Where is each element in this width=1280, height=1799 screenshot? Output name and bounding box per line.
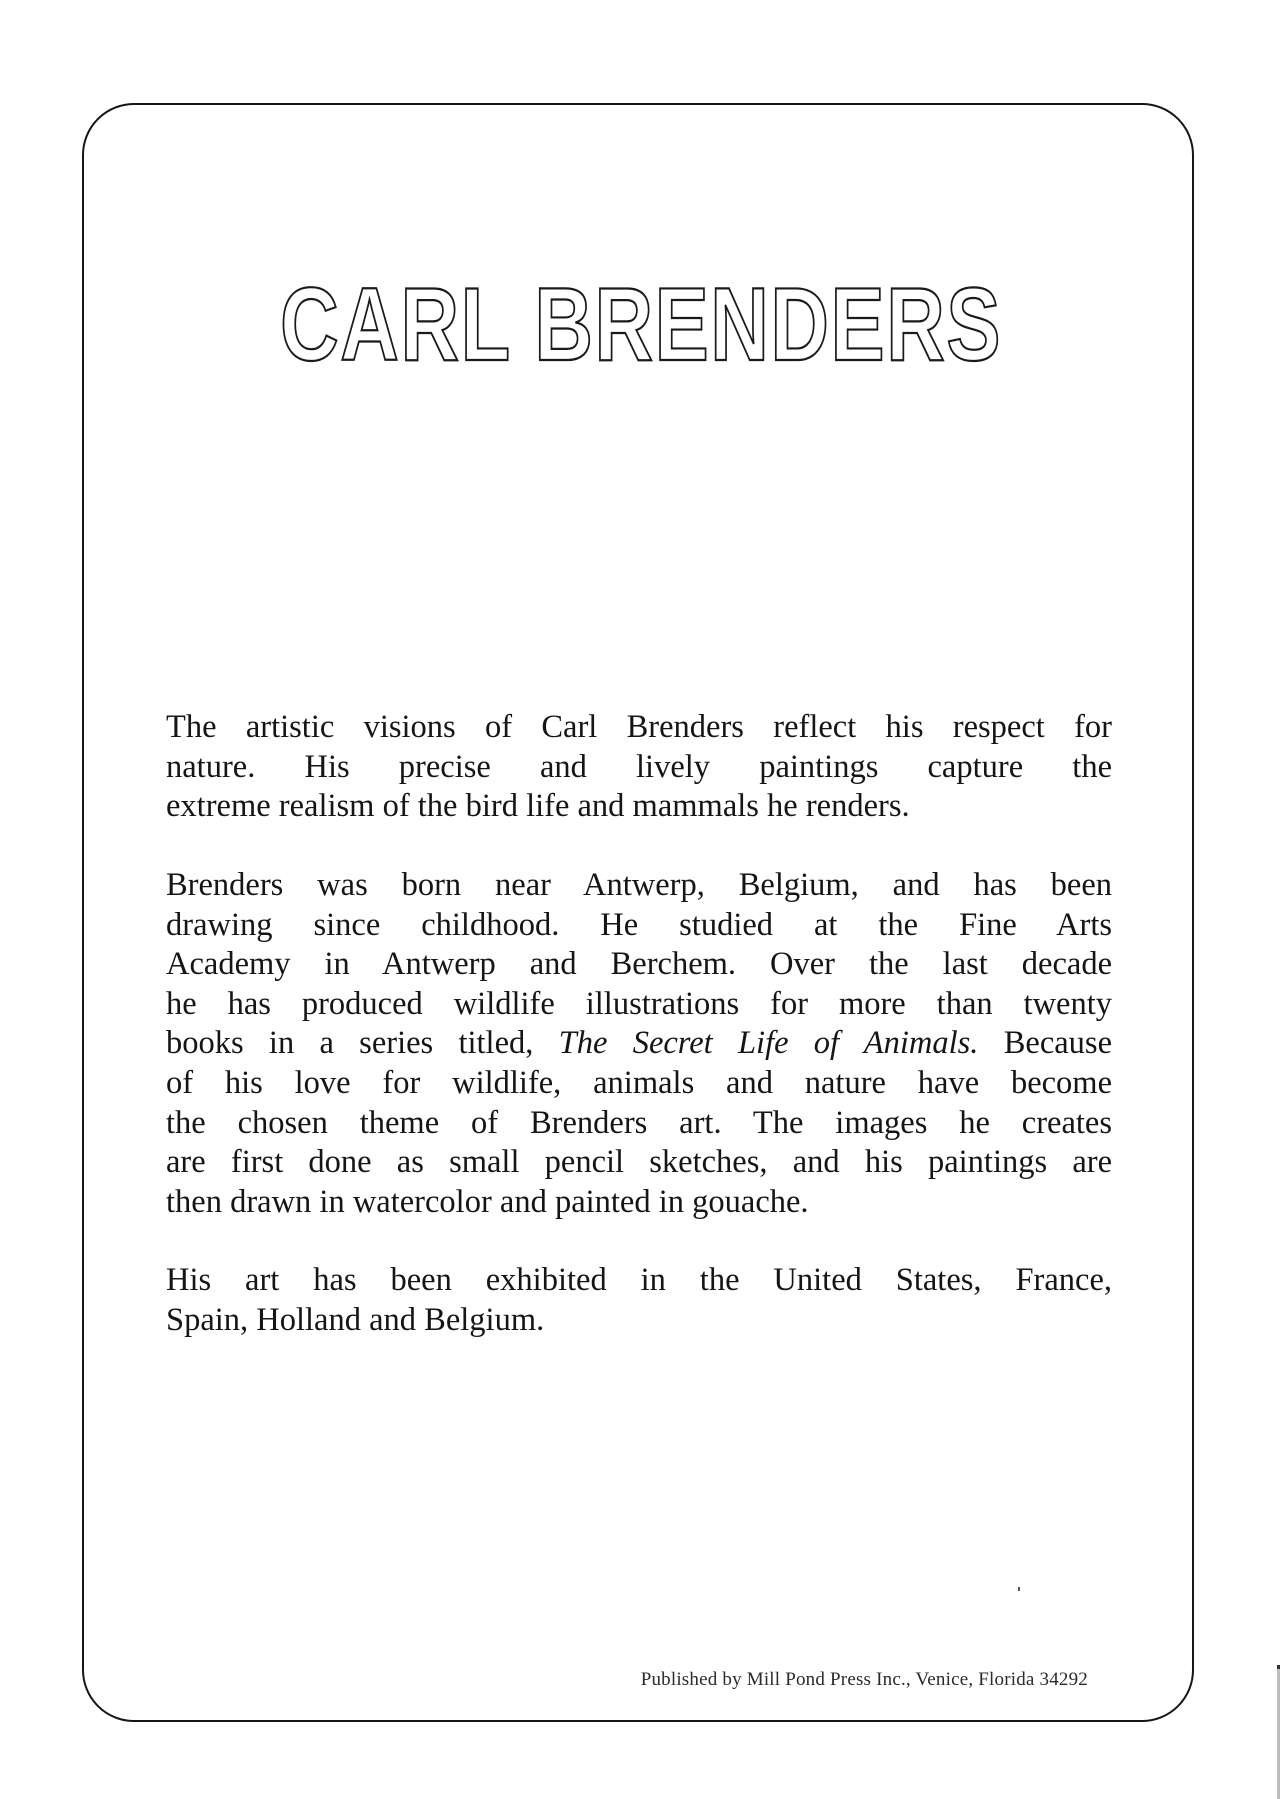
publisher-footer: Published by Mill Pond Press Inc., Venice, Florida 34292 <box>640 1669 1088 1690</box>
biography-paragraph <box>166 866 1112 1222</box>
text-line: the chosen theme of Brenders art. The images he creates <box>166 1104 1112 1141</box>
text-line: His art has been exhibited in the United States, France, <box>166 1262 1112 1298</box>
text-line: nature. His precise and lively paintings capture the <box>166 748 1112 785</box>
text-line: then drawn in watercolor and painted in gouache. <box>166 1183 809 1220</box>
text-line: are first done as small pencil sketches, and his paintings are <box>166 1144 1112 1181</box>
text-line: drawing since childhood. He studied at the Fine Arts <box>166 906 1112 943</box>
text-line: extreme realism of the bird life and mammals he renders. <box>166 788 910 825</box>
exhibitions-paragraph <box>166 1261 1112 1340</box>
text-line: he has produced wildlife illustrations for more than twenty <box>166 985 1112 1022</box>
text-line: Brenders was born near Antwerp, Belgium, and has been <box>166 867 1112 903</box>
text-line: The artistic visions of Carl Brenders reflect his respect for <box>166 709 1112 745</box>
text-line: Academy in Antwerp and Berchem. Over the last decade <box>166 946 1112 983</box>
print-speck <box>1018 1587 1020 1591</box>
book-title: The Secret Life of Animals. <box>558 1025 979 1062</box>
artist-name-title: CARL BRENDERS <box>280 267 1003 383</box>
text-segment: books in a series titled, <box>166 1025 534 1062</box>
text-line-with-book-title <box>166 1024 1112 1064</box>
intro-paragraph <box>166 708 1112 827</box>
text-line: Spain, Holland and Belgium. <box>166 1301 545 1338</box>
text-line: of his love for wildlife, animals and nature have become <box>166 1064 1112 1101</box>
text-segment: Because <box>1003 1025 1112 1062</box>
